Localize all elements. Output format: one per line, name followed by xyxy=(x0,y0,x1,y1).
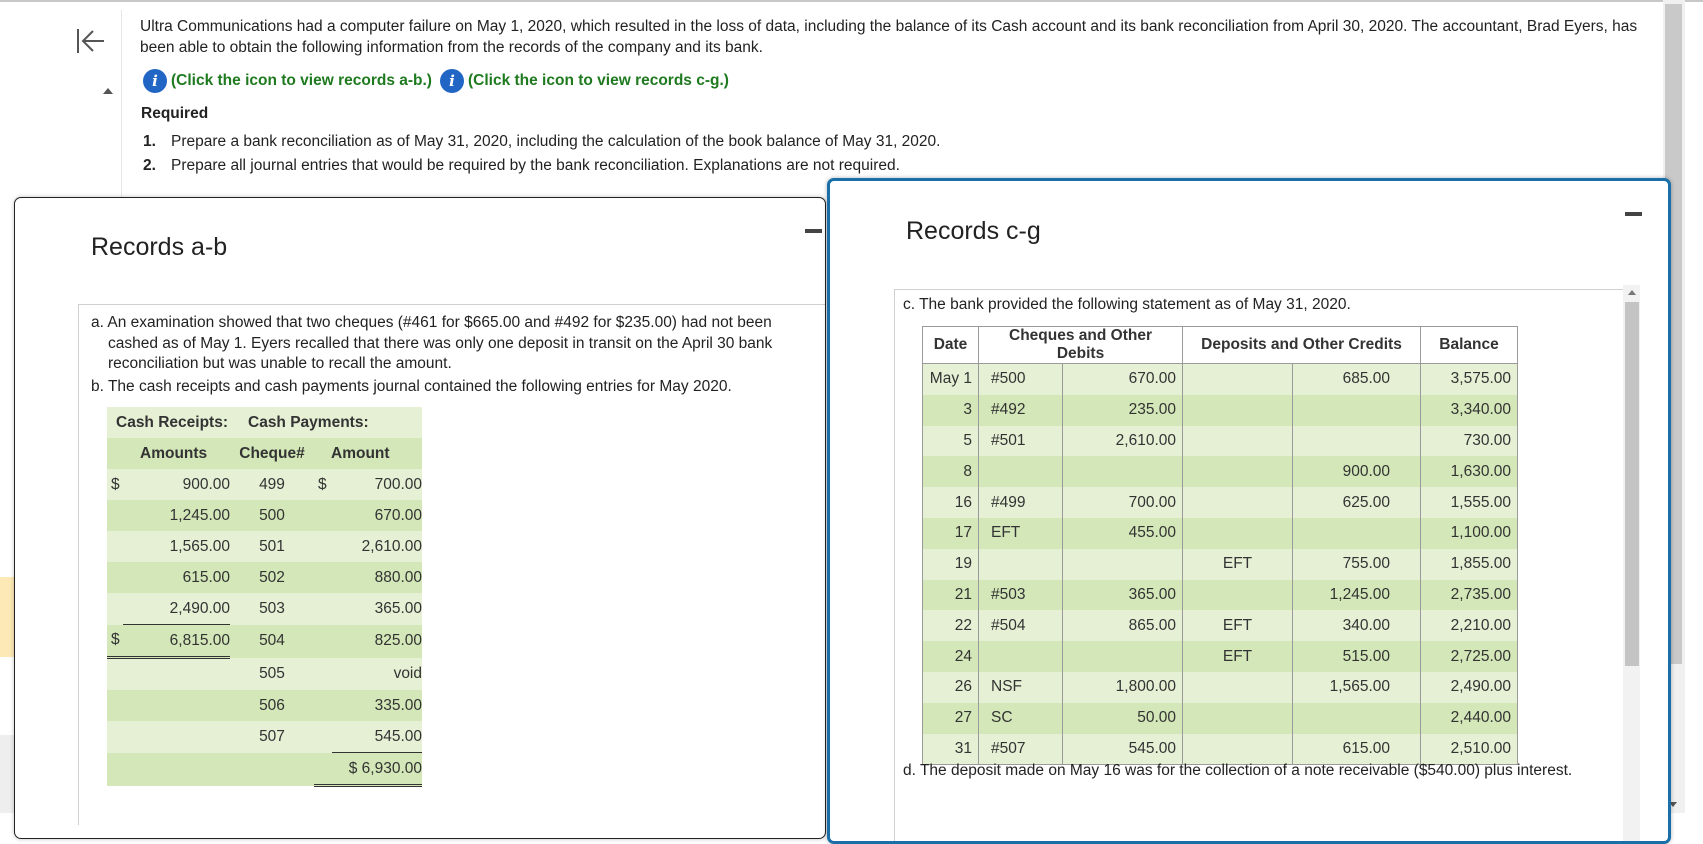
cell-credit xyxy=(1293,518,1421,549)
cell-date: 27 xyxy=(923,703,979,734)
cell-balance: 730.00 xyxy=(1421,426,1518,457)
cell-balance: 3,340.00 xyxy=(1421,395,1518,426)
cell-debit: 365.00 xyxy=(1063,580,1183,611)
requirement-item: 1. Prepare a bank reconciliation as of May 31, 2020, including the calculation of the book balance of May 31, 2020. xyxy=(143,133,941,150)
cell-ref xyxy=(979,641,1063,672)
record-a-text: a. An examination showed that two cheques (#461 for $665.00 and #492 for $235.00) had not been cashed as of May 1. Eyers recalled that there was only one deposit in transit on the April 30 bank reconciliation but was unable to recall the amount. xyxy=(91,314,773,372)
scroll-up-icon[interactable] xyxy=(1628,290,1636,295)
records-cg-panel xyxy=(827,178,1671,844)
cell-credit xyxy=(1293,426,1421,457)
cell-cref xyxy=(1183,518,1293,549)
table-row xyxy=(923,672,1518,703)
cell-cref: EFT xyxy=(1183,610,1293,641)
cell-cref xyxy=(1183,456,1293,487)
cell-balance: 2,510.00 xyxy=(1421,734,1518,765)
cell-ref: SC xyxy=(979,703,1063,734)
table-row xyxy=(923,580,1518,611)
cell-cref xyxy=(1183,395,1293,426)
cell-date: 24 xyxy=(923,641,979,672)
table-row xyxy=(923,426,1518,457)
minimize-icon[interactable] xyxy=(805,229,822,233)
table-row: 506 335.00 xyxy=(107,690,422,721)
cell-cref xyxy=(1183,426,1293,457)
cell-cref xyxy=(1183,364,1293,395)
cell-balance: 3,575.00 xyxy=(1421,364,1518,395)
cell-cref xyxy=(1183,703,1293,734)
table-row: 1,565.00 501 2,610.00 xyxy=(107,531,422,562)
requirements-list xyxy=(143,130,940,178)
cell-credit: 685.00 xyxy=(1293,364,1421,395)
debits-header: Cheques and Other Debits xyxy=(979,327,1183,364)
record-c-text: c. The bank provided the following statement as of May 31, 2020. xyxy=(903,296,1351,313)
table-row: 505 void xyxy=(107,658,422,691)
table-row xyxy=(923,364,1518,395)
cell-balance: 1,630.00 xyxy=(1421,456,1518,487)
cell-credit: 615.00 xyxy=(1293,734,1421,765)
cell-ref: EFT xyxy=(979,518,1063,549)
info-icon[interactable]: i xyxy=(440,69,464,93)
problem-statement: Ultra Communications had a computer failure on May 1, 2020, which resulted in the loss of data, including the balance of its Cash account and its bank reconciliation from April 30, 2020. The accountant, Brad Eyers, has been able to obtain the following information from the records of the company and its bank. xyxy=(140,18,1638,56)
credits-header: Deposits and Other Credits xyxy=(1183,327,1421,364)
cash-payments-header: Cash Payments: xyxy=(248,413,369,431)
cell-date: 21 xyxy=(923,580,979,611)
cell-cref xyxy=(1183,487,1293,518)
cell-date: 19 xyxy=(923,549,979,580)
cell-date: 22 xyxy=(923,610,979,641)
question-divider xyxy=(121,10,122,200)
table-row: 2,490.00 503 365.00 xyxy=(107,593,422,625)
cell-date: 17 xyxy=(923,518,979,549)
required-heading: Required xyxy=(141,105,209,122)
cell-date: May 1 xyxy=(923,364,979,395)
cell-ref: #499 xyxy=(979,487,1063,518)
records-cg-content xyxy=(894,289,1625,844)
table-row xyxy=(923,487,1518,518)
cell-credit xyxy=(1293,395,1421,426)
top-border xyxy=(0,0,1703,2)
records-cg-title: Records c-g xyxy=(906,217,1041,245)
table-row xyxy=(923,518,1518,549)
cash-receipts-header: Cash Receipts: xyxy=(116,413,228,431)
cell-debit: 865.00 xyxy=(1063,610,1183,641)
cell-debit xyxy=(1063,549,1183,580)
cell-cref xyxy=(1183,672,1293,703)
cell-debit: 2,610.00 xyxy=(1063,426,1183,457)
cell-credit: 900.00 xyxy=(1293,456,1421,487)
cell-ref: #507 xyxy=(979,734,1063,765)
record-b-text: b. The cash receipts and cash payments journal contained the following entries for May 2020. xyxy=(91,378,732,395)
records-cg-link[interactable]: (Click the icon to view records c-g.) xyxy=(467,72,729,89)
cell-balance: 2,725.00 xyxy=(1421,641,1518,672)
cell-debit: 235.00 xyxy=(1063,395,1183,426)
table-row: 615.00 502 880.00 xyxy=(107,562,422,593)
table-row: $ 6,815.00 504 825.00 xyxy=(107,625,422,658)
record-links xyxy=(143,69,737,93)
cell-date: 31 xyxy=(923,734,979,765)
table-row xyxy=(923,610,1518,641)
cell-debit: 670.00 xyxy=(1063,364,1183,395)
info-icon[interactable]: i xyxy=(143,69,167,93)
cell-cref: EFT xyxy=(1183,549,1293,580)
requirement-item: 2. Prepare all journal entries that would be required by the bank reconciliation. Explanations are not required. xyxy=(143,157,900,174)
cash-journal-table xyxy=(107,407,422,787)
cell-ref: #503 xyxy=(979,580,1063,611)
records-ab-panel xyxy=(14,197,826,839)
cell-ref: #501 xyxy=(979,426,1063,457)
cell-credit xyxy=(1293,703,1421,734)
cell-date: 5 xyxy=(923,426,979,457)
side-tab[interactable] xyxy=(0,577,14,657)
cell-debit: 1,800.00 xyxy=(1063,672,1183,703)
cell-balance: 1,855.00 xyxy=(1421,549,1518,580)
cell-credit: 1,245.00 xyxy=(1293,580,1421,611)
cell-ref: NSF xyxy=(979,672,1063,703)
bank-statement-table xyxy=(922,326,1518,765)
table-row: 1,245.00 500 670.00 xyxy=(107,500,422,531)
cell-credit: 1,565.00 xyxy=(1293,672,1421,703)
cell-credit: 340.00 xyxy=(1293,610,1421,641)
cell-balance: 2,490.00 xyxy=(1421,672,1518,703)
cell-ref: #492 xyxy=(979,395,1063,426)
cell-balance: 2,735.00 xyxy=(1421,580,1518,611)
table-row xyxy=(107,753,422,786)
cell-debit xyxy=(1063,456,1183,487)
cell-credit: 515.00 xyxy=(1293,641,1421,672)
minimize-icon[interactable] xyxy=(1625,212,1642,216)
cell-ref xyxy=(979,549,1063,580)
amounts-header: Amounts xyxy=(140,444,208,462)
date-header: Date xyxy=(923,327,979,364)
records-ab-link[interactable]: (Click the icon to view records a-b.) xyxy=(171,72,432,89)
cell-date: 8 xyxy=(923,456,979,487)
cell-debit xyxy=(1063,641,1183,672)
back-to-start-icon[interactable] xyxy=(74,26,108,56)
table-row xyxy=(923,641,1518,672)
records-ab-content xyxy=(78,304,825,825)
cell-ref xyxy=(979,456,1063,487)
cell-date: 26 xyxy=(923,672,979,703)
cell-credit: 755.00 xyxy=(1293,549,1421,580)
cell-ref: #504 xyxy=(979,610,1063,641)
cell-date: 16 xyxy=(923,487,979,518)
amount-header: Amount xyxy=(331,444,390,462)
cell-debit: 455.00 xyxy=(1063,518,1183,549)
cell-cref: EFT xyxy=(1183,641,1293,672)
scroll-up-icon[interactable] xyxy=(103,88,113,94)
cell-date: 3 xyxy=(923,395,979,426)
cell-ref: #500 xyxy=(979,364,1063,395)
table-row xyxy=(923,395,1518,426)
table-row: $ 900.00 499 $ 700.00 xyxy=(107,469,422,500)
records-ab-title: Records a-b xyxy=(91,233,228,261)
cell-balance: 2,440.00 xyxy=(1421,703,1518,734)
cell-balance: 1,100.00 xyxy=(1421,518,1518,549)
side-tab-lower xyxy=(0,735,14,813)
table-row xyxy=(923,456,1518,487)
table-row: 507 545.00 xyxy=(107,721,422,753)
balance-header: Balance xyxy=(1421,327,1518,364)
record-d-text: d. The deposit made on May 16 was for the collection of a note receivable ($540.00) plus interest. xyxy=(903,762,1573,779)
table-row xyxy=(923,549,1518,580)
cell-cref xyxy=(1183,580,1293,611)
cell-balance: 1,555.00 xyxy=(1421,487,1518,518)
payments-total: $ 6,930.00 xyxy=(314,753,422,786)
cell-balance: 2,210.00 xyxy=(1421,610,1518,641)
table-row xyxy=(923,703,1518,734)
records-scrollbar-thumb[interactable] xyxy=(1625,302,1639,666)
cell-debit: 700.00 xyxy=(1063,487,1183,518)
cell-debit: 545.00 xyxy=(1063,734,1183,765)
cell-credit: 625.00 xyxy=(1293,487,1421,518)
cell-debit: 50.00 xyxy=(1063,703,1183,734)
cheque-header: Cheque# xyxy=(239,444,305,462)
